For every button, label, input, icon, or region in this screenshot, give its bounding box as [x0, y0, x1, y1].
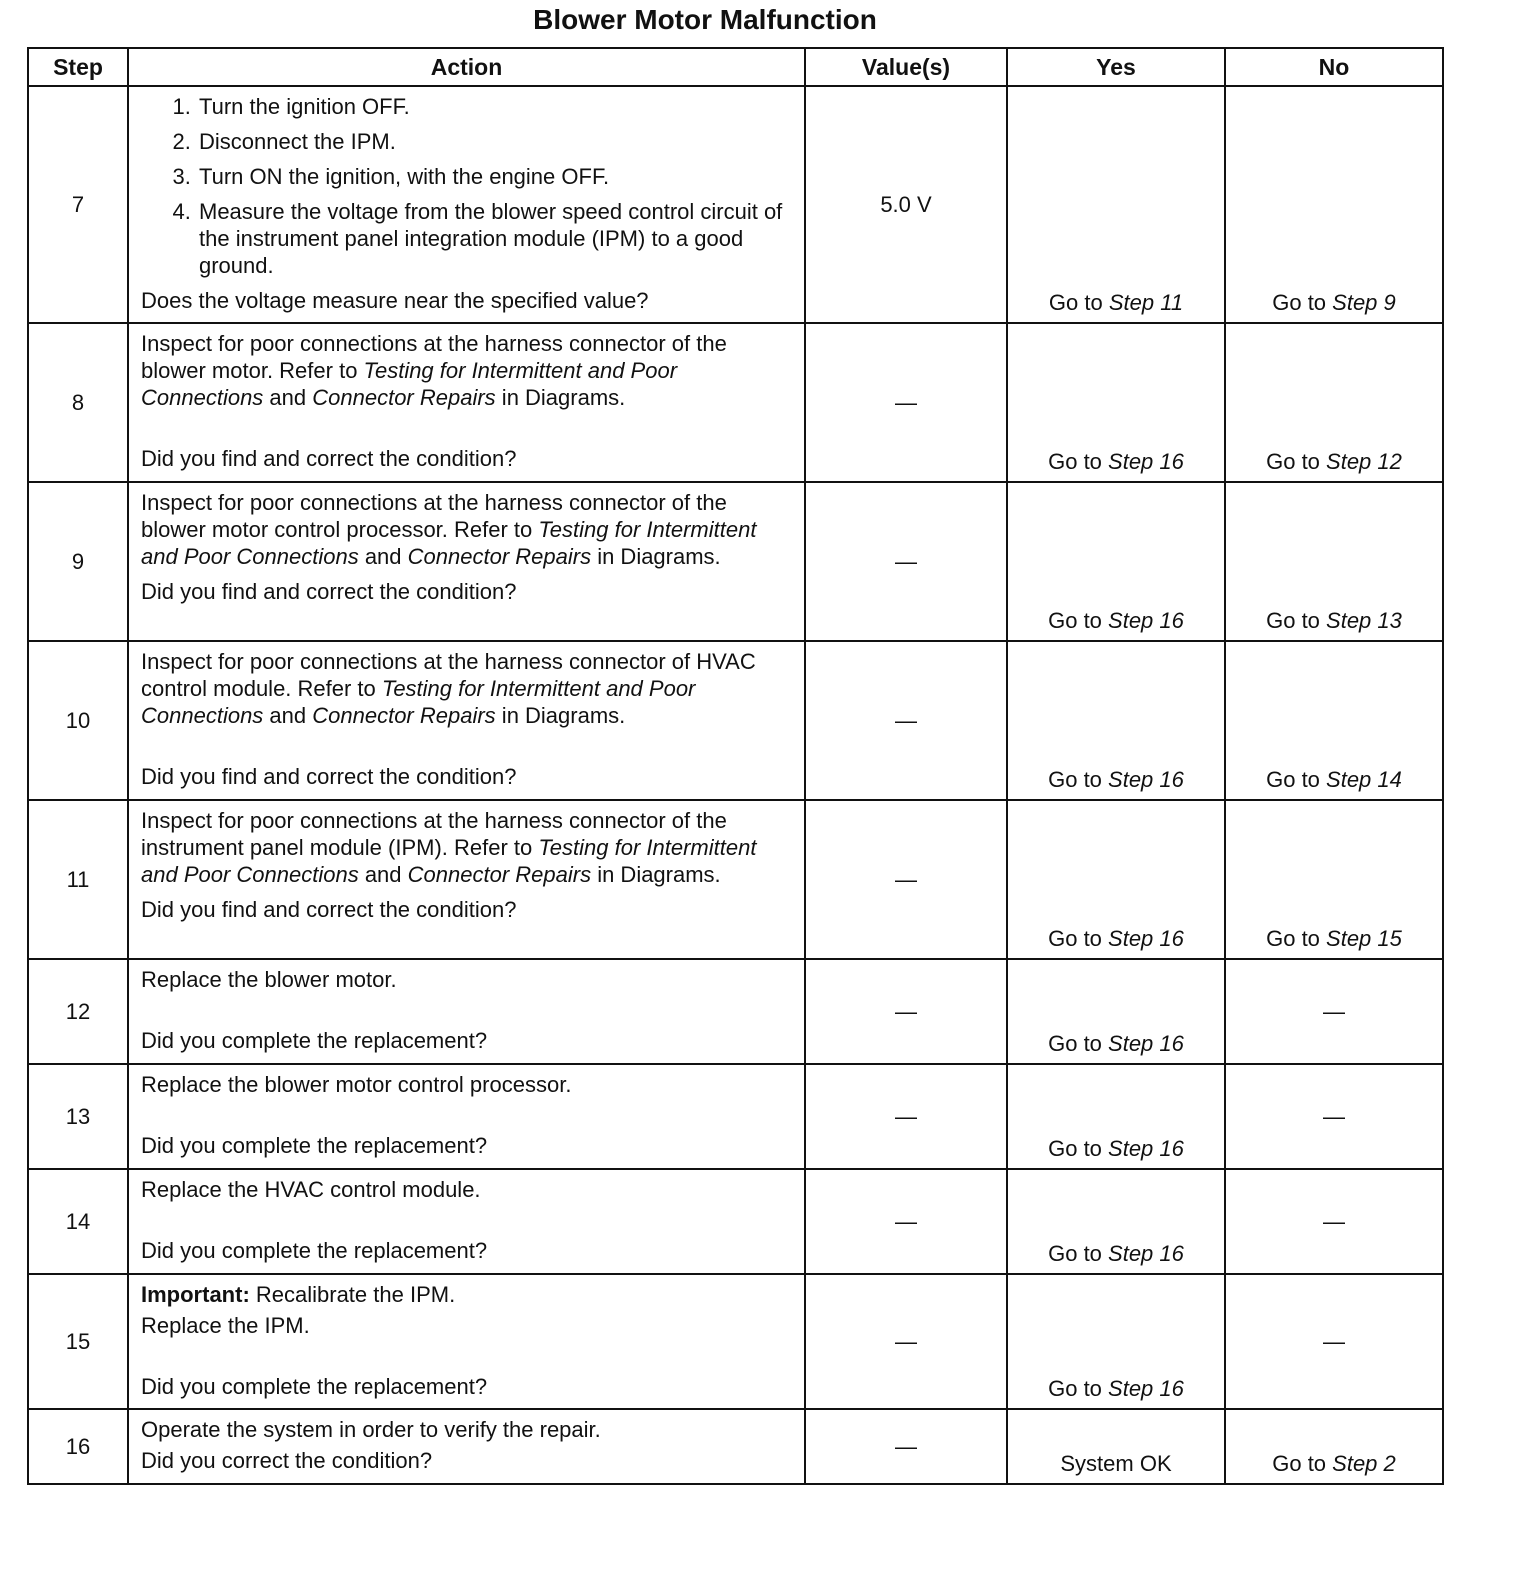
- action-cell: [128, 1169, 805, 1274]
- step-number: 8: [28, 323, 128, 482]
- instruction-text: Replace the IPM.: [141, 1313, 310, 1338]
- question-text: Did you complete the replacement?: [141, 1028, 488, 1053]
- yes-cell: [1007, 1169, 1225, 1274]
- header-row: [28, 48, 1443, 86]
- step-number: 14: [28, 1169, 128, 1274]
- instruction-text: Inspect for poor connections at the harness connector of the blower motor control processor. Refer to Testing for Intermittent and Poor Connections and Connector Repairs in Diagrams.: [141, 490, 757, 569]
- no-cell: —: [1225, 1274, 1443, 1409]
- goto-prefix: Go to: [1266, 926, 1327, 951]
- instruction-text: Replace the HVAC control module.: [141, 1177, 481, 1202]
- value-cell: 5.0 V: [805, 86, 1007, 323]
- yes-cell: [1007, 1274, 1225, 1409]
- step-number: 12: [28, 959, 128, 1064]
- table-row: [28, 1064, 1443, 1169]
- goto-prefix: Go to: [1266, 449, 1327, 474]
- table-row: [28, 641, 1443, 800]
- action-cell: [128, 959, 805, 1064]
- step-number: 9: [28, 482, 128, 641]
- instruction-text: Inspect for poor connections at the harness connector of the blower motor. Refer to Testing for Intermittent and Poor Connections and Connector Repairs in Diagrams.: [141, 331, 727, 410]
- step-number: 10: [28, 641, 128, 800]
- header-no: No: [1225, 48, 1443, 86]
- instruction-text: Operate the system in order to verify the repair.: [141, 1417, 601, 1442]
- goto-prefix: Go to: [1266, 767, 1327, 792]
- action-cell: [128, 482, 805, 641]
- yes-cell: [1007, 1064, 1225, 1169]
- reference-link: Testing for Intermittent and Poor Connections: [141, 517, 757, 569]
- step-link: Step 12: [1326, 449, 1402, 474]
- step-link: Step 16: [1108, 1376, 1184, 1401]
- step-link: Step 16: [1108, 1031, 1184, 1056]
- goto-prefix: Go to: [1048, 1136, 1109, 1161]
- goto-prefix: Go to: [1048, 926, 1109, 951]
- no-cell: [1225, 86, 1443, 323]
- step-link: Step 9: [1332, 290, 1396, 315]
- yes-cell: System OK: [1007, 1409, 1225, 1484]
- step-number: 13: [28, 1064, 128, 1169]
- header-values: Value(s): [805, 48, 1007, 86]
- yes-cell: [1007, 323, 1225, 482]
- value-cell: —: [805, 482, 1007, 641]
- important-label: Important:: [141, 1282, 250, 1307]
- goto-prefix: Go to: [1048, 1376, 1109, 1401]
- no-cell: —: [1225, 959, 1443, 1064]
- table-row: [28, 1409, 1443, 1484]
- table-row: [28, 1274, 1443, 1409]
- value-cell: —: [805, 1169, 1007, 1274]
- no-cell: [1225, 641, 1443, 800]
- step-number: 11: [28, 800, 128, 959]
- goto-prefix: Go to: [1048, 1031, 1109, 1056]
- goto-prefix: Go to: [1048, 767, 1109, 792]
- yes-cell: [1007, 482, 1225, 641]
- procedure-list: [141, 93, 794, 279]
- question-text: Did you find and correct the condition?: [141, 764, 517, 789]
- value-cell: —: [805, 641, 1007, 800]
- yes-cell: [1007, 800, 1225, 959]
- no-cell: —: [1225, 1169, 1443, 1274]
- table-row: [28, 323, 1443, 482]
- diagnostic-table: [27, 47, 1444, 1485]
- question-text: Did you complete the replacement?: [141, 1374, 488, 1399]
- reference-link: Testing for Intermittent and Poor Connections: [141, 676, 696, 728]
- action-cell: [128, 1274, 805, 1409]
- step-link: Step 11: [1108, 290, 1184, 315]
- goto-prefix: Go to: [1048, 290, 1109, 315]
- procedure-item: 4. Measure the voltage from the blower speed control circuit of the instrument panel integration module (IPM) to a good ground.: [197, 198, 794, 279]
- step-number: 7: [28, 86, 128, 323]
- reference-link: Connector Repairs: [407, 862, 592, 887]
- step-link: Step 16: [1108, 1241, 1184, 1266]
- instruction-text: Inspect for poor connections at the harness connector of HVAC control module. Refer to Testing for Intermittent and Poor Connections and Connector Repairs in Diagrams.: [141, 649, 756, 728]
- goto-prefix: Go to: [1272, 290, 1333, 315]
- yes-cell: [1007, 641, 1225, 800]
- step-number: 16: [28, 1409, 128, 1484]
- action-cell: [128, 323, 805, 482]
- step-link: Step 16: [1108, 1136, 1184, 1161]
- step-link: Step 2: [1332, 1451, 1396, 1476]
- page-title: Blower Motor Malfunction: [533, 4, 877, 35]
- action-cell: [128, 86, 805, 323]
- instruction-text: Replace the blower motor.: [141, 967, 397, 992]
- reference-link: Connector Repairs: [407, 544, 592, 569]
- reference-link: Testing for Intermittent and Poor Connections: [141, 358, 678, 410]
- instruction-text: Inspect for poor connections at the harness connector of the instrument panel module (IPM). Refer to Testing for Intermittent and Poor Connections and Connector Repairs in Diagrams.: [141, 808, 757, 887]
- goto-prefix: Go to: [1048, 449, 1109, 474]
- table-row: [28, 482, 1443, 641]
- step-link: Step 16: [1108, 449, 1184, 474]
- step-link: Step 14: [1326, 767, 1402, 792]
- instruction-text: Replace the blower motor control processor.: [141, 1072, 572, 1097]
- step-link: Step 16: [1108, 767, 1184, 792]
- action-cell: [128, 1409, 805, 1484]
- table-row: [28, 800, 1443, 959]
- question-text: Did you find and correct the condition?: [141, 897, 517, 922]
- value-cell: —: [805, 1409, 1007, 1484]
- no-cell: [1225, 1409, 1443, 1484]
- goto-prefix: Go to: [1272, 1451, 1333, 1476]
- no-cell: —: [1225, 1064, 1443, 1169]
- goto-prefix: Go to: [1266, 608, 1327, 633]
- step-link: Step 16: [1108, 926, 1184, 951]
- header-step: Step: [28, 48, 128, 86]
- value-cell: —: [805, 323, 1007, 482]
- question-text: Did you complete the replacement?: [141, 1238, 488, 1263]
- table-row: [28, 86, 1443, 323]
- table-row: [28, 1169, 1443, 1274]
- no-cell: [1225, 323, 1443, 482]
- reference-link: Connector Repairs: [312, 703, 496, 728]
- value-cell: —: [805, 800, 1007, 959]
- no-cell: [1225, 482, 1443, 641]
- question-text: Did you correct the condition?: [141, 1448, 433, 1473]
- important-note: Important: Recalibrate the IPM.: [141, 1282, 456, 1307]
- goto-prefix: Go to: [1048, 1241, 1109, 1266]
- header-yes: Yes: [1007, 48, 1225, 86]
- value-cell: —: [805, 1274, 1007, 1409]
- goto-prefix: Go to: [1048, 608, 1109, 633]
- question-text: Did you find and correct the condition?: [141, 579, 517, 604]
- reference-link: Testing for Intermittent and Poor Connections: [141, 835, 757, 887]
- step-link: Step 16: [1108, 608, 1184, 633]
- value-cell: —: [805, 1064, 1007, 1169]
- procedure-item: 1. Turn the ignition OFF.: [197, 93, 794, 120]
- step-link: Step 15: [1326, 926, 1402, 951]
- reference-link: Connector Repairs: [312, 385, 496, 410]
- question-text: Did you complete the replacement?: [141, 1133, 488, 1158]
- header-action: Action: [128, 48, 805, 86]
- step-link: Step 13: [1326, 608, 1402, 633]
- question-text: Did you find and correct the condition?: [141, 446, 517, 471]
- table-row: [28, 959, 1443, 1064]
- action-cell: [128, 800, 805, 959]
- step-number: 15: [28, 1274, 128, 1409]
- procedure-item: 2. Disconnect the IPM.: [197, 128, 794, 155]
- procedure-item: 3. Turn ON the ignition, with the engine OFF.: [197, 163, 794, 190]
- no-cell: [1225, 800, 1443, 959]
- action-cell: [128, 641, 805, 800]
- action-cell: [128, 1064, 805, 1169]
- value-cell: —: [805, 959, 1007, 1064]
- yes-cell: [1007, 959, 1225, 1064]
- yes-cell: [1007, 86, 1225, 323]
- question-text: Does the voltage measure near the specified value?: [141, 288, 649, 313]
